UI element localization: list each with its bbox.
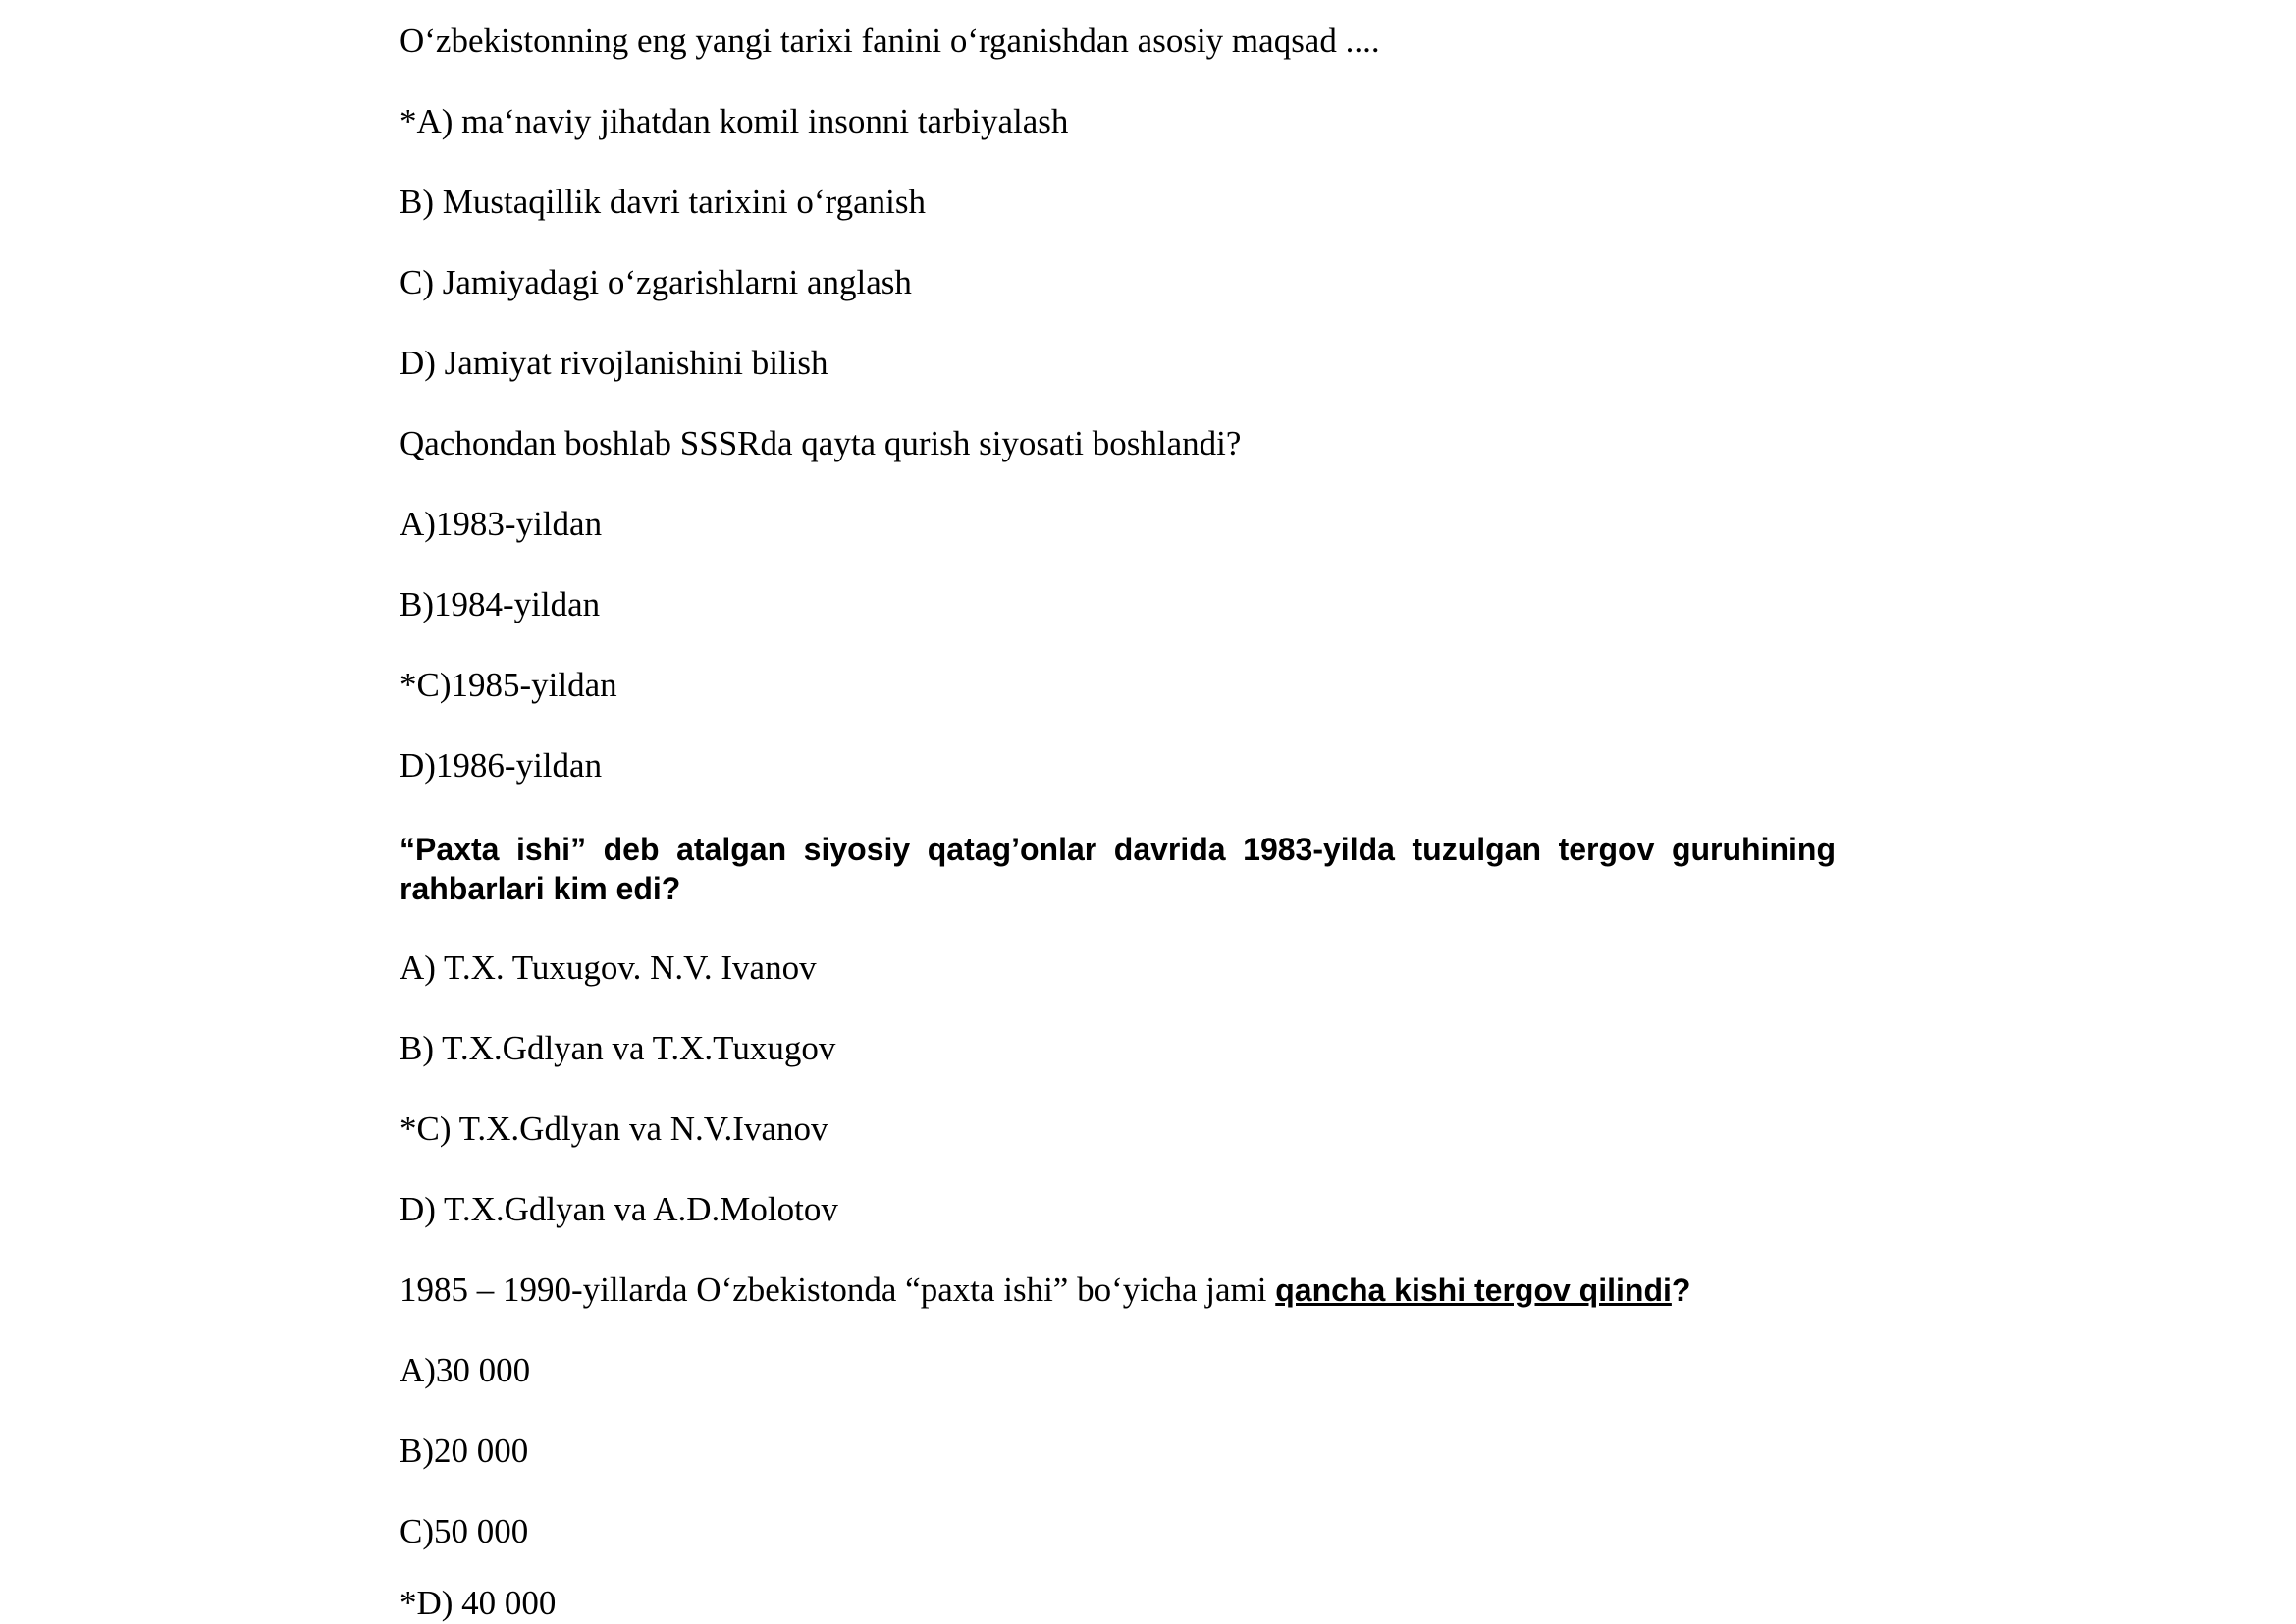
question-1-option-b: B) Mustaqillik davri tarixini o‘rganish [400,183,926,221]
question-1-option-c: C) Jamiyadagi o‘zgarishlarni anglash [400,263,912,301]
question-3-text: “Paxta ishi” deb atalgan siyosiy qatag’onlar davrida 1983-yilda tuzulgan tergov guruhining rahbarlari kim edi? [400,832,1836,906]
question-4-option-d: *D) 40 000 [400,1584,557,1622]
question-4-text-emphasis: qancha kishi tergov qilindi [1275,1272,1672,1308]
question-4-option-a: A)30 000 [400,1351,531,1389]
question-2-option-d: D)1986-yildan [400,746,603,785]
question-1-option-a: *A) ma‘naviy jihatdan komil insonni tarbiyalash [400,102,1069,140]
question-4-option-b: B)20 000 [400,1432,529,1470]
question-3-option-c: *C) T.X.Gdlyan va N.V.Ivanov [400,1110,828,1148]
question-3-option-a: A) T.X. Tuxugov. N.V. Ivanov [400,948,817,987]
question-3-option-b: B) T.X.Gdlyan va T.X.Tuxugov [400,1029,836,1067]
question-2-option-a: A)1983-yildan [400,505,603,543]
question-2-option-b: B)1984-yildan [400,585,601,623]
question-4-question-mark: ? [1671,1272,1691,1308]
question-2-text: Qachondan boshlab SSSRda qayta qurish siyosati boshlandi? [400,424,1242,462]
question-2-option-c: *C)1985-yildan [400,666,617,704]
question-4-text [400,1271,1690,1310]
question-4-option-c: C)50 000 [400,1512,529,1550]
question-1-option-d: D) Jamiyat rivojlanishini bilish [400,344,828,382]
question-1-text: O‘zbekistonning eng yangi tarixi fanini o‘rganishdan asosiy maqsad .... [400,22,1380,60]
question-3-option-d: D) T.X.Gdlyan va A.D.Molotov [400,1190,838,1228]
question-4-text-plain: 1985 – 1990-yillarda O‘zbekistonda “paxta ishi” bo‘yicha jami [400,1271,1276,1309]
